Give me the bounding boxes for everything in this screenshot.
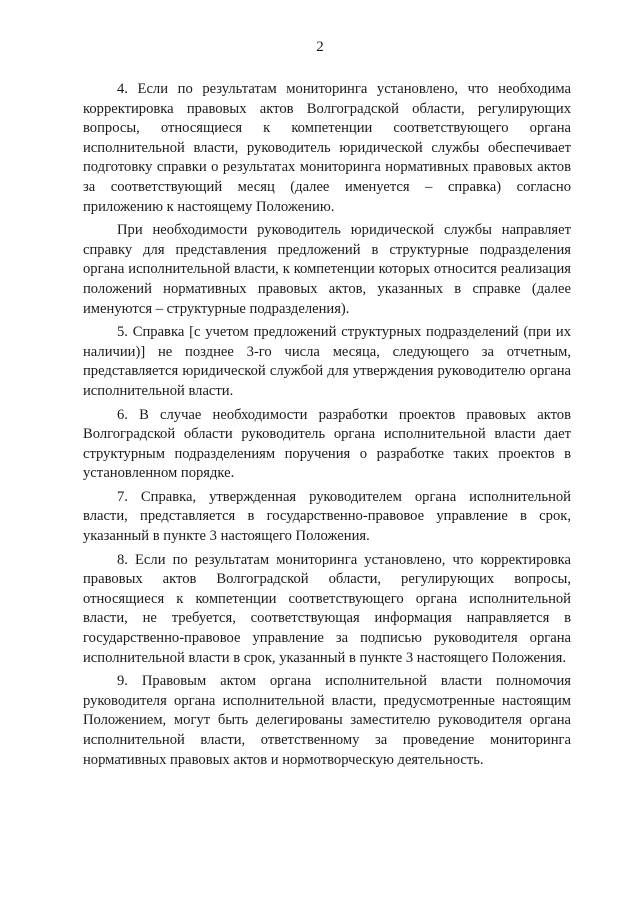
paragraph-item-4: 4. Если по результатам мониторинга установлено, что необходима корректировка правовых актов Волгоградской области, регулирующих вопросы, относящиеся к компетенции соответствующего органа исполнительной власти, руководитель юридической службы обеспечивает подготовку справки о результатах мониторинга нормативных правовых актов за соответствующий месяц (далее именуется – справка) согласно приложению к настоящему Положению.	[83, 81, 571, 215]
paragraph-item-5: 5. Справка [с учетом предложений структурных подразделений (при их наличии)] не позднее 3-го числа месяца, следующего за отчетным, представляется юридической службой для утверждения руководителю органа исполнительной власти.	[83, 324, 571, 399]
page-number: 2	[316, 39, 324, 55]
paragraph-item-8: 8. Если по результатам мониторинга установлено, что корректировка правовых актов Волгоградской области, регулирующих вопросы, относящиеся к компетенции соответствующего органа исполнительной власти, не требуется, соответствующая информация направляется в государственно-правовое управление за подписью руководителя органа исполнительной власти в срок, указанный в пункте 3 настоящего Положения.	[83, 551, 571, 666]
paragraph-item-4-continued: При необходимости руководитель юридической службы направляет справку для представления предложений в структурные подразделения органа исполнительной власти, к компетенции которых относится реализация положений нормативных правовых актов, указанных в справке (далее именуются – структурные подразделения).	[83, 222, 571, 317]
document-body	[83, 80, 571, 774]
paragraph-item-7: 7. Справка, утвержденная руководителем органа исполнительной власти, представляется в государственно-правовое управление в срок, указанный в пункте 3 настоящего Положения.	[83, 488, 571, 545]
paragraph-item-6: 6. В случае необходимости разработки проектов правовых актов Волгоградской области руководитель органа исполнительной власти дает структурным подразделениям поручения о разработке таких проектов в установленном порядке.	[83, 406, 571, 482]
paragraph-item-9: 9. Правовым актом органа исполнительной власти полномочия руководителя органа исполнительной власти, предусмотренные настоящим Положением, могут быть делегированы заместителю руководителя органа исполнительной власти, ответственному за проведение мониторинга нормативных правовых актов и нормотворческую деятельность.	[83, 673, 571, 768]
